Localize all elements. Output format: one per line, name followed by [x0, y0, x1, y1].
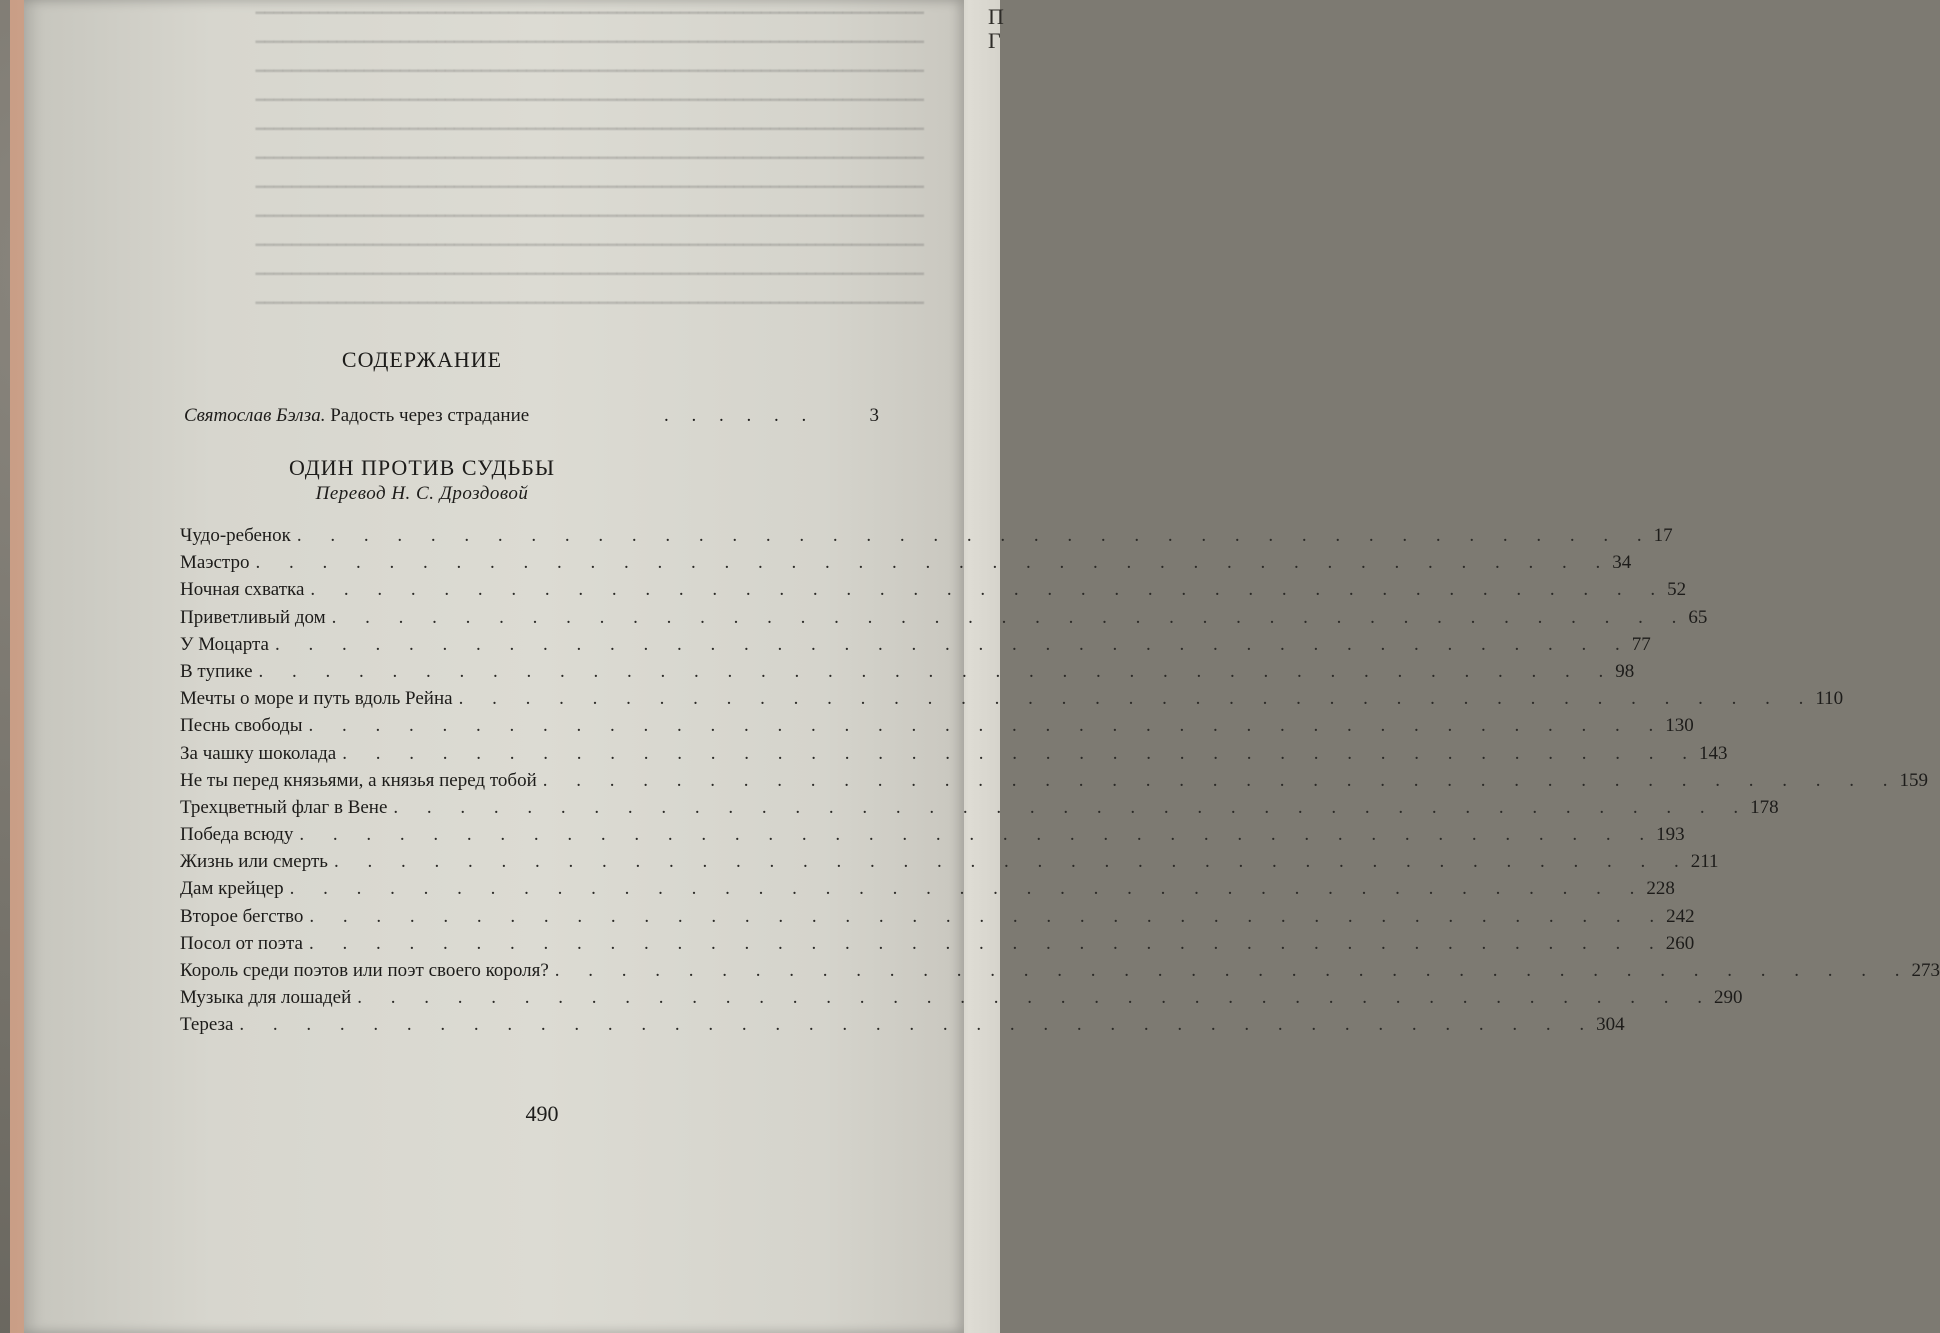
toc-entry-title: Мечты о море и путь вдоль Рейна — [180, 688, 453, 710]
adjacent-page-letter: Г — [988, 28, 1001, 53]
book-page — [24, 0, 1940, 1333]
toc-entry-title: Приветливый дом — [180, 606, 326, 628]
toc-entry — [180, 525, 1673, 552]
toc-entry-page: 77 — [1631, 633, 1651, 655]
toc-entry-title: Посол от поэта — [180, 932, 303, 954]
toc-entry — [180, 633, 1651, 661]
toc-entry — [180, 905, 1695, 933]
toc-entry — [180, 769, 1928, 797]
intro-title: Радость через страдание — [330, 405, 530, 426]
toc-entry-page: 273 — [1911, 960, 1940, 981]
leader-dots: . . . . . . . . . . . . . . . . . . . . . . . . . . . . . . . . . . . . . . . . . — [542, 769, 1900, 791]
toc-entry-page: 52 — [1667, 579, 1687, 601]
toc-entry — [180, 878, 1675, 905]
toc-entry-page: 260 — [1665, 932, 1695, 954]
leader-dots: . . . . . . . . . . . . . . . . . . . . . . . . . . . . . . . . . . . . . . . . . — [299, 824, 1657, 846]
leader-dots: . . . . . . . . . . . . . . . . . . . . . . . . . . . . . . . . . . . . . . . . . — [308, 715, 1666, 737]
leader-dots: . . . . . . . . . . . . . . . . . . . . . . . . . . . . . . . . . . . . . . . . . — [331, 606, 1689, 628]
leader-dots: . . . . . . . . . . . . . . . . . . . . . . . . . . . . . . . . . . . . . . . . . — [309, 905, 1667, 927]
toc-entry-page: 178 — [1750, 796, 1779, 818]
toc-entry-title: Победа всюду — [180, 824, 294, 846]
toc-entry — [180, 824, 1685, 851]
leader-dots: . . . . . . . . . . . . . . . . . . . . . . . . . . . . . . . . . . . . . . . . . — [333, 851, 1691, 873]
toc-entry — [180, 960, 1940, 987]
toc-entry-title: За чашку шоколада — [180, 742, 337, 764]
toc-entry-title: Дам крейцер — [180, 878, 284, 900]
toc-entry-page: 110 — [1815, 688, 1844, 710]
toc-entry — [180, 932, 1695, 960]
leader-dots: . . . . . . . . . . . . . . . . . . . . . . . . . . . . . . . . . . . . . . . . . — [255, 552, 1613, 574]
toc-entry-title: В тупике — [180, 660, 253, 682]
toc-entry — [180, 742, 1728, 770]
leader-dots: . . . . . . . . . . . . . . . . . . . . . . . . . . . . . . . . . . . . . . . . . — [342, 742, 1699, 764]
bleed-through-text: ━━━━━━━━━━━━━━━━━━━━━━━━━━━━━━━━━━━━━━━━━━━━━━━━━━━━━━━━━━━━━━━━━━━━━━━━━━ ━━━━━━━━━━━━━━━━━━━━━━━━━━━━━━━━━━━━━━━━━━━━━━━━━━━━━━━━━━━━━━━━━━━━━━━━━━ ━━━━━━━━━━━━━━━━━━━━━━━━━━━━━━━━━━━━━━━━━━━━━━━━━━━━━━━━━━━━━━━━━━━━━━━━━━ ━━━━━━━━━━━━━━━━━━━━━━━━━━━━━━━━━━━━━━━━━━━━━━━━━━━━━━━━━━━━━━━━━━━━━━━━━━ ━━━━━━━━━━━━━━━━━━━━━━━━━━━━━━━━━━━━━━━━━━━━━━━━━━━━━━━━━━━━━━━━━━━━━━━━━━ ━━━━━━━━━━━━━━━━━━━━━━━━━━━━━━━━━━━━━━━━━━━━━━━━━━━━━━━━━━━━━━━━━━━━━━━━━━ ━━━━━━━━━━━━━━━━━━━━━━━━━━━━━━━━━━━━━━━━━━━━━━━━━━━━━━━━━━━━━━━━━━━━━━━━━━ ━━━━━━━━━━━━━━━━━━━━━━━━━━━━━━━━━━━━━━━━━━━━━━━━━━━━━━━━━━━━━━━━━━━━━━━━━━ ━━━━━━━━━━━━━━━━━━━━━━━━━━━━━━━━━━━━━━━━━━━━━━━━━━━━━━━━━━━━━━━━━━━━━━━━━━ ━━━━━━━━━━━━━━━━━━━━━━━━━━━━━━━━━━━━━━━━━━━━━━━━━━━━━━━━━━━━━━━━━━━━━━━━━━ ━━━━━━━━━━━━━━━━━━━━━━━━━━━━━━━━━━━━━━━━━━━━━━━━━━━━━━━━━━━━━━━━━━━━━━━━━━ — [255, 6, 924, 312]
section-subtitle: Перевод Н. С. Дроздовой — [315, 483, 529, 504]
toc-entry — [180, 851, 1719, 878]
toc-entry-page: 34 — [1612, 552, 1632, 574]
leader-dots: . . . . . . . . . . . . . . . . . . . . . . . . . . . . . . . . . . . . . . . . . — [554, 960, 1912, 981]
toc-entry — [180, 715, 1694, 742]
toc-entry-page: 304 — [1596, 1014, 1625, 1036]
toc-entry-title: Трехцветный флаг в Вене — [180, 796, 388, 818]
toc-entry-page: 98 — [1615, 660, 1635, 682]
toc-entry-title: Музыка для лошадей — [180, 987, 352, 1009]
toc-entry-title: Второе бегство — [180, 905, 304, 927]
toc-entry — [180, 606, 1708, 634]
toc-entry-title: Жизнь или смерть — [180, 851, 328, 873]
intro-page-number: 3 — [869, 405, 879, 426]
toc-entry — [180, 579, 1687, 606]
toc-entry-page: 65 — [1688, 606, 1708, 628]
adjacent-page-letter: П — [988, 4, 1004, 29]
toc-entry-page: 130 — [1665, 715, 1694, 737]
toc-entry-list — [180, 525, 1940, 1042]
toc-entry — [180, 796, 1779, 824]
leader-dots: . . . . . . . . . . . . . . . . . . . . . . . . . . . . . . . . . . . . . . . . . — [258, 660, 1616, 682]
toc-entry-title: Тереза — [180, 1014, 234, 1036]
contents-heading: СОДЕРЖАНИЕ — [341, 347, 503, 372]
section-heading: ОДИН ПРОТИВ СУДЬБЫ — [288, 455, 556, 480]
toc-entry-title: Не ты перед князьями, а князья перед тобой — [180, 769, 537, 791]
toc-entry-title: Чудо-ребенок — [180, 525, 291, 546]
leader-dots: . . . . . . . . . . . . . . . . . . . . . . . . . . . . . . . . . . . . . . . . . — [274, 633, 1632, 655]
leader-dots: . . . . . . . . . . . . . . . . . . . . . . . . . . . . . . . . . . . . . . . . . — [310, 579, 1668, 601]
toc-entry — [180, 660, 1635, 688]
leader-dots: . . . . . . — [664, 405, 816, 426]
toc-entry — [180, 552, 1632, 579]
leader-dots: . . . . . . . . . . . . . . . . . . . . . . . . . . . . . . . . . . . . . . . . . — [308, 932, 1666, 954]
toc-entry-page: 159 — [1899, 769, 1928, 791]
leader-dots: . . . . . . . . . . . . . . . . . . . . . . . . . . . . . . . . . . . . . . . . . — [458, 688, 1816, 710]
toc-entry-page: 290 — [1714, 987, 1743, 1009]
toc-entry-title: Король среди поэтов или поэт своего короля? — [180, 960, 549, 981]
leader-dots: . . . . . . . . . . . . . . . . . . . . . . . . . . . . . . . . . . . . . . . . . — [393, 796, 1751, 818]
toc-entry-page: 242 — [1666, 905, 1695, 927]
toc-entry-page: 143 — [1698, 742, 1728, 764]
toc-entry — [180, 688, 1844, 715]
toc-entry — [180, 987, 1743, 1014]
toc-entry-page: 17 — [1653, 525, 1673, 546]
leader-dots: . . . . . . . . . . . . . . . . . . . . . . . . . . . . . . . . . . . . . . . . . — [239, 1014, 1597, 1036]
toc-entry — [180, 1014, 1625, 1041]
toc-entry-title: У Моцарта — [180, 633, 269, 655]
folio-page-number: 490 — [525, 1101, 559, 1126]
intro-author: Святослав Бэлза. — [184, 405, 326, 426]
leader-dots: . . . . . . . . . . . . . . . . . . . . . . . . . . . . . . . . . . . . . . . . . — [357, 987, 1715, 1009]
toc-entry-title: Ночная схватка — [180, 579, 305, 601]
leader-dots: . . . . . . . . . . . . . . . . . . . . . . . . . . . . . . . . . . . . . . . . . — [289, 878, 1647, 900]
toc-entry-page: 228 — [1646, 878, 1675, 900]
toc-entry-page: 193 — [1656, 824, 1685, 846]
toc-entry-title: Маэстро — [180, 552, 250, 574]
toc-entry-page: 211 — [1690, 851, 1719, 873]
toc-entry-title: Песнь свободы — [180, 715, 303, 737]
leader-dots: . . . . . . . . . . . . . . . . . . . . . . . . . . . . . . . . . . . . . . . . . — [296, 525, 1654, 546]
toc-intro-entry — [184, 405, 879, 435]
